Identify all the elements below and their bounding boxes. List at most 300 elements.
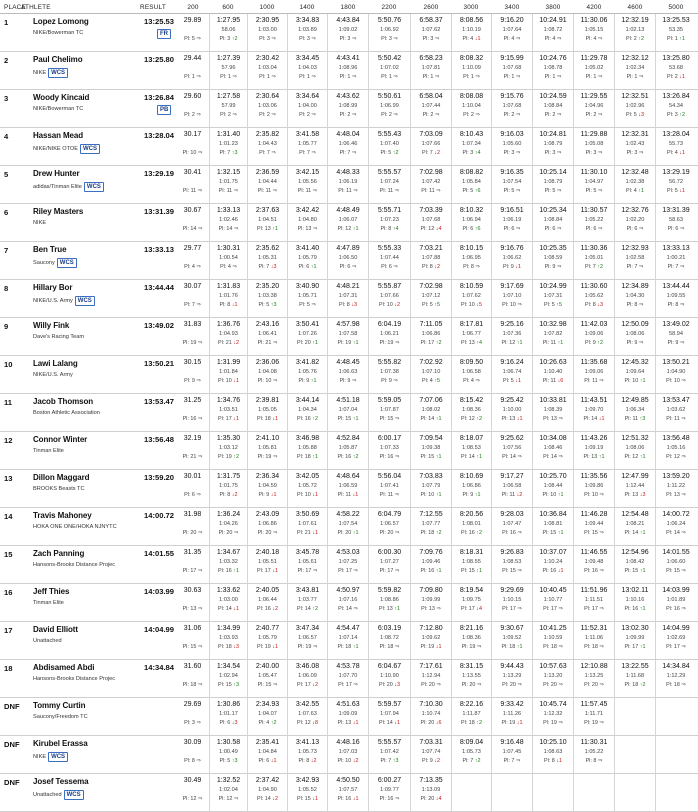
result-time: 13:31.39 (144, 207, 174, 216)
lap-time: 1:08.86 (380, 597, 399, 603)
split-cell (655, 356, 696, 393)
place-change-count: 1 (438, 568, 442, 574)
split-place (369, 416, 410, 422)
table-row[interactable] (0, 736, 698, 774)
athlete-name[interactable]: Willy Fink (33, 321, 70, 330)
table-row[interactable] (0, 14, 698, 52)
athlete-name[interactable]: Kirubel Erassa (33, 739, 88, 748)
place-change-count: 3 (397, 682, 400, 688)
lap-time: 1:08.72 (380, 635, 399, 641)
split-cell (655, 432, 696, 469)
split-cell (451, 394, 491, 431)
split-time: 7:17.61 (419, 663, 443, 670)
place-change-arrow-icon: ⇒ (311, 74, 316, 80)
split-place (328, 454, 368, 460)
split-cell (614, 14, 655, 51)
lap-time: 57.96 (221, 65, 236, 71)
split-time: 9:29.69 (500, 587, 524, 594)
split-time: 32.19 (183, 435, 202, 442)
split-place (492, 378, 532, 384)
split-place (288, 568, 327, 574)
split-place-label: Pl: 10 (218, 378, 232, 384)
athlete-name[interactable]: Hillary Bor (33, 283, 73, 292)
split-time: 12:54.96 (621, 549, 649, 556)
split-place (248, 606, 287, 612)
place-change-arrow-icon: ⇒ (475, 264, 480, 270)
lap-time: 57.99 (221, 103, 236, 109)
split-time: 1:31.99 (216, 359, 241, 366)
split-place-label: Pl: 6 (298, 264, 310, 270)
place-change-arrow-icon: ↓ (272, 606, 275, 612)
split-cell (410, 508, 451, 545)
split-place-label: Pl: 19 (182, 340, 197, 346)
table-row[interactable] (0, 774, 698, 812)
split-time: 7:09.54 (419, 435, 443, 442)
place-change-count: 1 (477, 36, 481, 42)
place-change-arrow-icon: ↓ (515, 264, 518, 270)
lap-time: 1:09.19 (584, 445, 604, 451)
split-place (452, 264, 491, 270)
split-time: 11:30.57 (580, 207, 608, 214)
header-split-2200: 2200 (381, 4, 397, 11)
split-place-label: Pl: 1 (667, 36, 678, 42)
split-place (288, 302, 327, 308)
split-place (656, 568, 696, 574)
lap-time: 58.94 (669, 331, 683, 337)
split-cell (209, 698, 247, 735)
split-cell (451, 432, 491, 469)
lap-time: 1:07.81 (421, 65, 441, 71)
table-row[interactable] (0, 128, 698, 166)
athlete-name[interactable]: Jeff Thies (33, 587, 70, 596)
split-cell (532, 470, 573, 507)
split-place-label: Pl: 4 (422, 378, 433, 384)
athlete-name[interactable]: Dillon Maggard (33, 473, 90, 482)
split-place-label: Pl: 15 (218, 682, 232, 688)
split-cell (287, 432, 327, 469)
split-place (411, 568, 451, 574)
place-change-arrow-icon: ↑ (392, 758, 396, 764)
split-time: 5:50.61 (377, 93, 402, 100)
split-cell (368, 52, 410, 89)
split-place-label: Pl: 1 (422, 74, 434, 80)
split-place-label: Pl: 5 (585, 188, 597, 194)
split-cell (327, 432, 368, 469)
place-change-arrow-icon: ↓ (679, 188, 682, 194)
lap-time: 1:03.38 (258, 293, 277, 299)
table-row[interactable] (0, 52, 698, 90)
athlete-name[interactable]: Travis Mahoney (33, 511, 92, 520)
split-place-label: Pl: 13 (461, 340, 475, 346)
split-place-label: Pl: 1 (220, 74, 231, 80)
table-row[interactable] (0, 470, 698, 508)
split-cell (410, 318, 451, 355)
split-place (176, 644, 209, 650)
split-place (248, 492, 287, 498)
split-place (176, 378, 209, 384)
lap-time: 1:04.07 (258, 711, 277, 717)
lap-time: 1:06.63 (338, 369, 358, 375)
lap-time: 1:10.16 (625, 597, 645, 603)
place-change-arrow-icon: ⇒ (556, 150, 562, 156)
split-place (492, 758, 532, 764)
split-cell (368, 698, 410, 735)
split-cell (287, 52, 327, 89)
split-place-label: Pl: 13 (583, 454, 598, 460)
split-cell (209, 280, 247, 317)
split-time: 8:09.50 (459, 359, 484, 366)
split-time: 3:50.69 (295, 511, 320, 518)
athlete-team (33, 182, 104, 192)
split-cell (287, 166, 327, 203)
split-place-label: Pl: 10 (420, 492, 435, 498)
split-place (210, 188, 247, 194)
place-change-arrow-icon: ⇒ (272, 378, 278, 384)
split-place (656, 188, 696, 194)
lap-time: 55.73 (669, 141, 683, 147)
split-cell (209, 774, 247, 811)
split-time: 2:35.82 (255, 131, 280, 138)
place-change-count: 1 (275, 568, 278, 574)
split-place (176, 302, 209, 308)
lap-time: 1:09.06 (584, 369, 604, 375)
split-place (328, 112, 368, 118)
split-time: 4:48.21 (336, 283, 360, 290)
table-row[interactable] (0, 166, 698, 204)
table-row[interactable] (0, 280, 698, 318)
split-place-label: Pl: 17 (379, 568, 394, 574)
split-place-label: Pl: 14 (379, 720, 393, 726)
split-place (369, 112, 410, 118)
split-place (615, 74, 655, 80)
split-cell (368, 90, 410, 127)
lap-time: 1:04.51 (258, 217, 277, 223)
split-cell (410, 622, 451, 659)
lap-time: 1:02.13 (625, 27, 645, 33)
split-time: 4:48.33 (336, 169, 360, 176)
split-place (492, 226, 532, 232)
athlete-name[interactable]: Jacob Thomson (33, 397, 94, 406)
split-cell (327, 470, 368, 507)
place-change-arrow-icon: ⇒ (475, 112, 480, 118)
athlete-name[interactable]: Lopez Lomong (33, 17, 89, 26)
split-cell (410, 204, 451, 241)
place-change-count: 2 (437, 264, 440, 270)
split-time: 8:20.56 (459, 511, 484, 518)
split-place (533, 226, 573, 232)
athlete-name[interactable]: Riley Masters (33, 207, 84, 216)
place-change-arrow-icon: ↑ (516, 340, 520, 346)
split-time: 6:00.27 (377, 777, 402, 784)
result-time: 13:53.47 (144, 397, 174, 406)
split-time: 11:46.28 (580, 511, 608, 518)
place-change-arrow-icon: ⇒ (394, 340, 400, 346)
split-place-label: Pl: 5 (258, 302, 270, 308)
place-change-count: 2 (273, 720, 277, 726)
place-change-arrow-icon: ↑ (435, 454, 439, 460)
table-row[interactable] (0, 394, 698, 432)
lap-time: 1:06.21 (380, 331, 399, 337)
split-cell (368, 584, 410, 621)
split-cell (451, 242, 491, 279)
split-place-label: Pl: 13 (257, 226, 271, 232)
athlete-name[interactable]: Abdisamed Abdi (33, 663, 95, 672)
split-place-label: Pl: 19 (337, 340, 352, 346)
split-time: 9:16.51 (500, 207, 524, 214)
split-time: 2:36.34 (255, 473, 280, 480)
place-cell: 5 (4, 170, 9, 179)
place-change-arrow-icon: ↓ (233, 378, 236, 384)
split-cell (327, 698, 368, 735)
split-time: 10:37.07 (539, 549, 567, 556)
split-cell (655, 242, 696, 279)
place-change-arrow-icon: ↑ (474, 492, 478, 498)
place-change-arrow-icon: ⇒ (599, 378, 604, 384)
split-place (574, 150, 614, 156)
split-time: 4:48.45 (336, 359, 360, 366)
table-row[interactable] (0, 204, 698, 242)
split-cell (655, 128, 696, 165)
lap-time: 1:08.42 (625, 559, 645, 565)
split-cell (532, 280, 573, 317)
place-change-arrow-icon: ⇒ (681, 682, 686, 688)
team-name: HOKA ONE ONE/HOKA NJNYTC (33, 524, 117, 530)
split-place (452, 644, 491, 650)
split-place (452, 454, 491, 460)
split-place-label: Pl: 4 (626, 188, 637, 194)
place-change-arrow-icon: ↑ (394, 606, 397, 612)
split-place-label: Pl: 15 (297, 796, 311, 802)
split-place (492, 454, 532, 460)
split-time: 3:42.55 (295, 701, 320, 708)
lap-time: 1:01.17 (219, 711, 238, 717)
athlete-name[interactable]: Zach Panning (33, 549, 85, 558)
athlete-name[interactable]: Hassan Mead (33, 131, 84, 140)
lap-time: 1:06.09 (298, 673, 317, 679)
split-time: 6:58.04 (419, 93, 443, 100)
split-cell (451, 128, 491, 165)
split-time: 13:44.44 (662, 283, 690, 290)
athlete-name[interactable]: Paul Chelimo (33, 55, 83, 64)
split-cell (209, 318, 247, 355)
split-place-label: Pl: 4 (184, 264, 195, 270)
split-place-label: Pl: 3 (462, 150, 474, 156)
lap-time: 1:08.84 (543, 103, 563, 109)
place-change-arrow-icon: ⇒ (233, 530, 239, 536)
split-time: 10:45.74 (539, 701, 567, 708)
split-place-label: Pl: 9 (585, 340, 596, 346)
place-change-arrow-icon: ⇒ (312, 568, 318, 574)
athlete-name[interactable]: David Elliott (33, 625, 78, 634)
split-place-label: Pl: 4 (544, 36, 556, 42)
split-time: 31.60 (183, 663, 202, 670)
result-badge-wrap (157, 105, 171, 115)
split-place-label: Pl: 11 (624, 416, 639, 422)
split-cell (287, 698, 327, 735)
split-cell (573, 432, 614, 469)
split-place (492, 150, 532, 156)
split-place-label: Pl: 16 (379, 454, 394, 460)
split-cell (176, 508, 209, 545)
split-place-label: Pl: 11 (666, 416, 680, 422)
place-change-arrow-icon: ↓ (639, 492, 643, 498)
place-cell: 12 (4, 436, 13, 445)
athlete-name[interactable]: Woody Kincaid (33, 93, 90, 102)
table-row[interactable] (0, 622, 698, 660)
header-split-600: 600 (222, 4, 234, 11)
split-place-label: Pl: 6 (544, 226, 556, 232)
split-time: 1:31.40 (216, 131, 241, 138)
split-cell (532, 242, 573, 279)
lap-time: 1:07.26 (298, 331, 317, 337)
header-split-3000: 3000 (463, 4, 479, 11)
table-row[interactable] (0, 318, 698, 356)
table-row[interactable] (0, 660, 698, 698)
place-cell: 1 (4, 18, 9, 27)
split-time: 9:16.35 (500, 169, 524, 176)
place-change-arrow-icon: ↑ (597, 264, 600, 270)
split-place (411, 492, 451, 498)
split-time: 13:50.21 (662, 359, 690, 366)
athlete-name[interactable]: Josef Tessema (33, 777, 89, 786)
split-place-label: Pl: 8 (544, 758, 555, 764)
split-place (656, 416, 696, 422)
split-time: 29.44 (183, 55, 202, 62)
place-change-count: 2 (315, 606, 318, 612)
athlete-name[interactable]: Drew Hunter (33, 169, 80, 178)
table-row[interactable] (0, 242, 698, 280)
split-cell (491, 774, 532, 811)
split-cell (287, 508, 327, 545)
split-place (533, 644, 573, 650)
split-place (411, 264, 451, 270)
lap-time: 1:09.38 (421, 445, 441, 451)
split-place (369, 264, 410, 270)
athlete-name[interactable]: Tommy Curtin (33, 701, 86, 710)
place-change-arrow-icon: ↑ (476, 454, 479, 460)
split-cell (368, 394, 410, 431)
athlete-name[interactable]: Lawi Lalang (33, 359, 78, 368)
table-row[interactable] (0, 508, 698, 546)
split-time: 3:44.14 (295, 397, 320, 404)
place-cell: 14 (4, 512, 13, 521)
table-row[interactable] (0, 546, 698, 584)
place-change-arrow-icon: ⇒ (436, 188, 441, 194)
place-change-count: 3 (236, 682, 239, 688)
split-time: 13:28.04 (662, 131, 690, 138)
split-place-label: Pl: 15 (379, 416, 394, 422)
split-place-label: Pl: 5 (544, 302, 555, 308)
lap-time: 1:08.21 (625, 521, 645, 527)
split-place-label: Pl: 20 (379, 682, 393, 688)
place-change-count: 8 (315, 720, 318, 726)
split-cell (209, 470, 247, 507)
header-split-1800: 1800 (340, 4, 356, 11)
table-row[interactable] (0, 432, 698, 470)
split-place (210, 416, 247, 422)
table-row[interactable] (0, 90, 698, 128)
athlete-team (33, 68, 68, 78)
place-change-arrow-icon: ↓ (435, 796, 439, 802)
table-row[interactable] (0, 356, 698, 394)
table-row[interactable] (0, 698, 698, 736)
header-athlete: ATHLETE (21, 4, 51, 11)
place-change-arrow-icon: ⇒ (597, 226, 603, 232)
athlete-team (33, 638, 62, 644)
split-place (176, 416, 209, 422)
split-place (248, 150, 287, 156)
lap-time: 1:05.79 (258, 635, 277, 641)
athlete-name[interactable]: Connor Winter (33, 435, 88, 444)
split-place (656, 264, 696, 270)
split-place-label: Pl: 3 (299, 36, 310, 42)
split-cell (573, 14, 614, 51)
place-change-arrow-icon: ↓ (233, 416, 236, 422)
split-time: 8:10.43 (459, 131, 484, 138)
place-change-arrow-icon: ⇒ (311, 150, 316, 156)
split-cell (368, 128, 410, 165)
split-cell (247, 698, 287, 735)
split-place-label: Pl: 9 (298, 378, 310, 384)
split-cell (287, 14, 327, 51)
split-cell (327, 508, 368, 545)
lap-time: 1:07.87 (380, 407, 399, 413)
place-cell: 3 (4, 94, 9, 103)
split-place-label: Pl: 11 (218, 188, 233, 194)
split-cell (532, 774, 573, 811)
split-cell (368, 660, 410, 697)
split-place-label: Pl: 18 (218, 644, 232, 650)
lap-time: 1:08.81 (543, 521, 563, 527)
split-place-label: Pl: 5 (219, 758, 231, 764)
split-place-label: Pl: 18 (297, 454, 311, 460)
table-row[interactable] (0, 584, 698, 622)
lap-time: 1:13.25 (584, 673, 604, 679)
split-cell (614, 660, 655, 697)
place-change-arrow-icon: ⇒ (681, 530, 686, 536)
split-time: 12:47.99 (621, 473, 649, 480)
athlete-name[interactable]: Ben True (33, 245, 67, 254)
split-place-label: Pl: 7 (585, 264, 596, 270)
lap-time: 1:02.69 (666, 635, 686, 641)
split-time: 3:50.41 (295, 321, 320, 328)
split-time: 1:34.67 (216, 549, 241, 556)
lap-time: 1:10.04 (462, 103, 481, 109)
split-time: 8:17.81 (459, 321, 484, 328)
athlete-team (33, 600, 64, 606)
place-change-arrow-icon: ↓ (394, 720, 397, 726)
split-place-label: Pl: 12 (182, 796, 197, 802)
lap-time: 1:12.44 (625, 483, 645, 489)
place-change-arrow-icon: ↑ (392, 150, 396, 156)
split-place-label: Pl: 8 (184, 758, 195, 764)
split-place (288, 606, 327, 612)
split-cell (247, 470, 287, 507)
place-change-count: 2 (313, 758, 317, 764)
lap-time: 1:05.15 (584, 27, 604, 33)
lap-time: 1:07.68 (502, 65, 522, 71)
split-place-label: Pl: 9 (503, 264, 514, 270)
split-cell (655, 280, 696, 317)
split-place-label: Pl: 7 (462, 758, 474, 764)
split-place-label: Pl: 19 (461, 644, 476, 650)
split-place (615, 378, 655, 384)
split-cell (410, 356, 451, 393)
lap-time: 1:07.14 (338, 635, 358, 641)
split-place-label: Pl: 16 (666, 606, 680, 612)
split-place-label: Pl: 20 (421, 682, 435, 688)
split-place (574, 74, 614, 80)
